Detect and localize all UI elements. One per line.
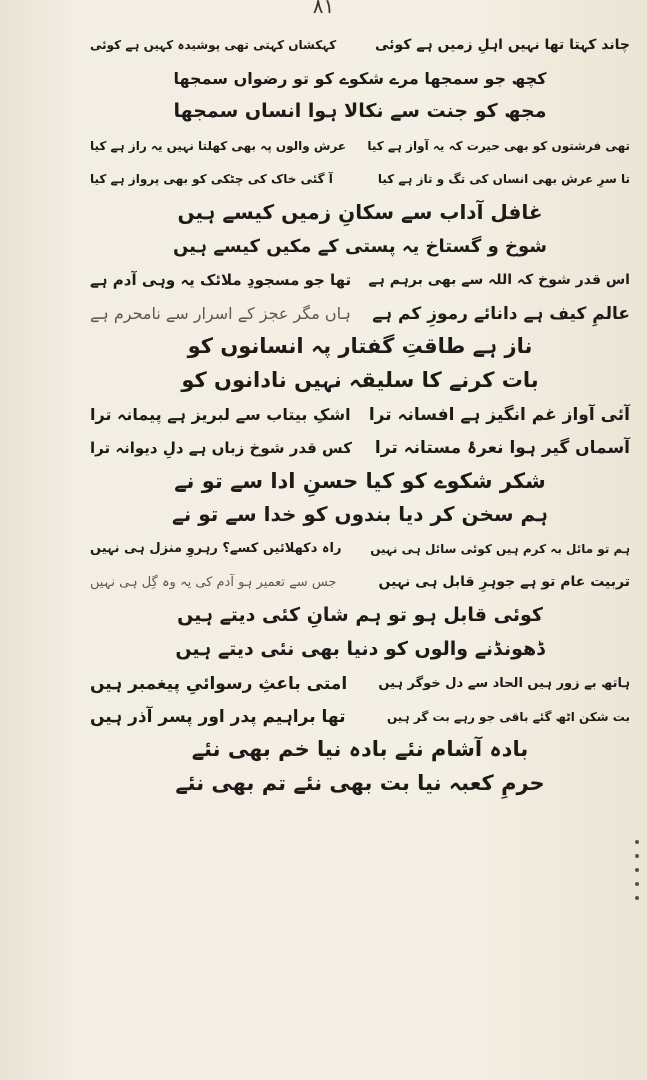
couplet-line <box>90 532 630 566</box>
centered-misra: کوئی قابل ہو تو ہم شانِ کئی دیتے ہیں <box>177 604 543 627</box>
centered-misra: ناز ہے طاقتِ گفتار پہ انسانوں کو <box>187 334 533 359</box>
misra-first: تربیت عام تو ہے جوہرِ قابل ہی نہیں <box>378 574 630 591</box>
misra-first: ہم تو مائل بہ کرم ہیں کوئی سائل ہی نہیں <box>370 541 630 556</box>
centered-line <box>90 465 630 499</box>
misra-second: آ گئی خاک کی چٹکی کو بھی پرواز ہے کیا <box>90 172 333 187</box>
couplet-line <box>90 666 630 700</box>
misra-second: کہکشاں کہتی تھی پوشیدہ کہیں ہے کوئی <box>90 37 337 52</box>
centered-line <box>90 767 630 801</box>
centered-misra: ڈھونڈنے والوں کو دنیا بھی نئی دیتے ہیں <box>175 637 545 660</box>
couplet-line <box>90 297 630 331</box>
couplet-line <box>90 28 630 62</box>
couplet-line <box>90 398 630 432</box>
centered-line <box>90 498 630 532</box>
poem-text <box>90 28 630 801</box>
margin-specks <box>630 840 644 960</box>
centered-line <box>90 230 630 264</box>
misra-second: تھا جو مسجودِ ملائک یہ وہی آدم ہے <box>90 270 352 289</box>
misra-first: تا سرِ عرش بھی انساں کی تگ و تاز ہے کیا <box>377 172 630 187</box>
centered-misra: غافل آداب سے سکانِ زمیں کیسے ہیں <box>177 199 543 224</box>
centered-line <box>90 95 630 129</box>
misra-second: راہ دکھلائیں کسے؟ رہروِ منزل ہی نہیں <box>90 541 342 557</box>
centered-misra: ہم سخن کر دیا بندوں کو خدا سے تو نے <box>172 502 548 527</box>
misra-second: تھا براہیم پدر اور پسر آذر ہیں <box>90 707 346 728</box>
centered-line <box>90 599 630 633</box>
centered-misra: بادہ آشام نئے بادہ نیا خم بھی نئے <box>191 737 529 762</box>
centered-line <box>90 633 630 667</box>
couplet-line <box>90 431 630 465</box>
misra-second: امتی باعثِ رسوائیِ پیغمبر ہیں <box>90 673 348 694</box>
misra-first: آسماں گیر ہوا نعرۂ مستانہ ترا <box>374 438 630 459</box>
page-number: ٨١ <box>312 0 335 18</box>
couplet-line <box>90 162 630 196</box>
misra-second: کس قدر شوخ زباں ہے دلِ دیوانہ ترا <box>90 438 352 457</box>
centered-misra: حرمِ کعبہ نیا بت بھی نئے تم بھی نئے <box>175 771 545 796</box>
centered-misra: شکر شکوے کو کیا حسنِ ادا سے تو نے <box>174 468 546 493</box>
centered-line <box>90 364 630 398</box>
couplet-line <box>90 700 630 734</box>
misra-first: عالمِ کیف ہے دانائے رموزِ کم ہے <box>372 304 630 325</box>
centered-line <box>90 733 630 767</box>
misra-second: اشکِ بیتاب سے لبریز ہے پیمانہ ترا <box>90 404 351 424</box>
centered-line <box>90 62 630 96</box>
couplet-line <box>90 129 630 163</box>
centered-misra: بات کرنے کا سلیقہ نہیں نادانوں کو <box>181 367 539 392</box>
centered-misra: مجھ کو جنت سے نکالا ہوا انساں سمجھا <box>173 100 547 123</box>
misra-first: بت شکن اٹھ گئے باقی جو رہے بت گر ہیں <box>386 709 630 724</box>
couplet-line <box>90 566 630 600</box>
couplet-line <box>90 263 630 297</box>
misra-first: آئی آواز غم انگیز ہے افسانہ ترا <box>368 404 630 425</box>
centered-line <box>90 196 630 230</box>
centered-misra: کچھ جو سمجھا مرے شکوے کو تو رضواں سمجھا <box>173 68 547 88</box>
misra-second: جس سے تعمیر ہو آدم کی یہ وہ گِل ہی نہیں <box>90 574 337 590</box>
centered-line <box>90 330 630 364</box>
centered-misra: شوخ و گستاخ یہ پستی کے مکیں کیسے ہیں <box>172 235 548 257</box>
misra-first: اس قدر شوخ کہ اللہ سے بھی برہم ہے <box>368 271 630 288</box>
misra-first: ہاتھ بے زور ہیں الحاد سے دل خوگر ہیں <box>378 675 630 691</box>
misra-first: تھی فرشتوں کو بھی حیرت کہ یہ آواز ہے کیا <box>367 138 630 153</box>
misra-second: ہاں مگر عجز کے اسرار سے نامحرم ہے <box>90 304 351 324</box>
misra-second: عرش والوں پہ بھی کھلتا نہیں یہ راز ہے کیا <box>90 138 347 153</box>
misra-first: چاند کہتا تھا نہیں اہلِ زمیں ہے کوئی <box>375 36 630 53</box>
